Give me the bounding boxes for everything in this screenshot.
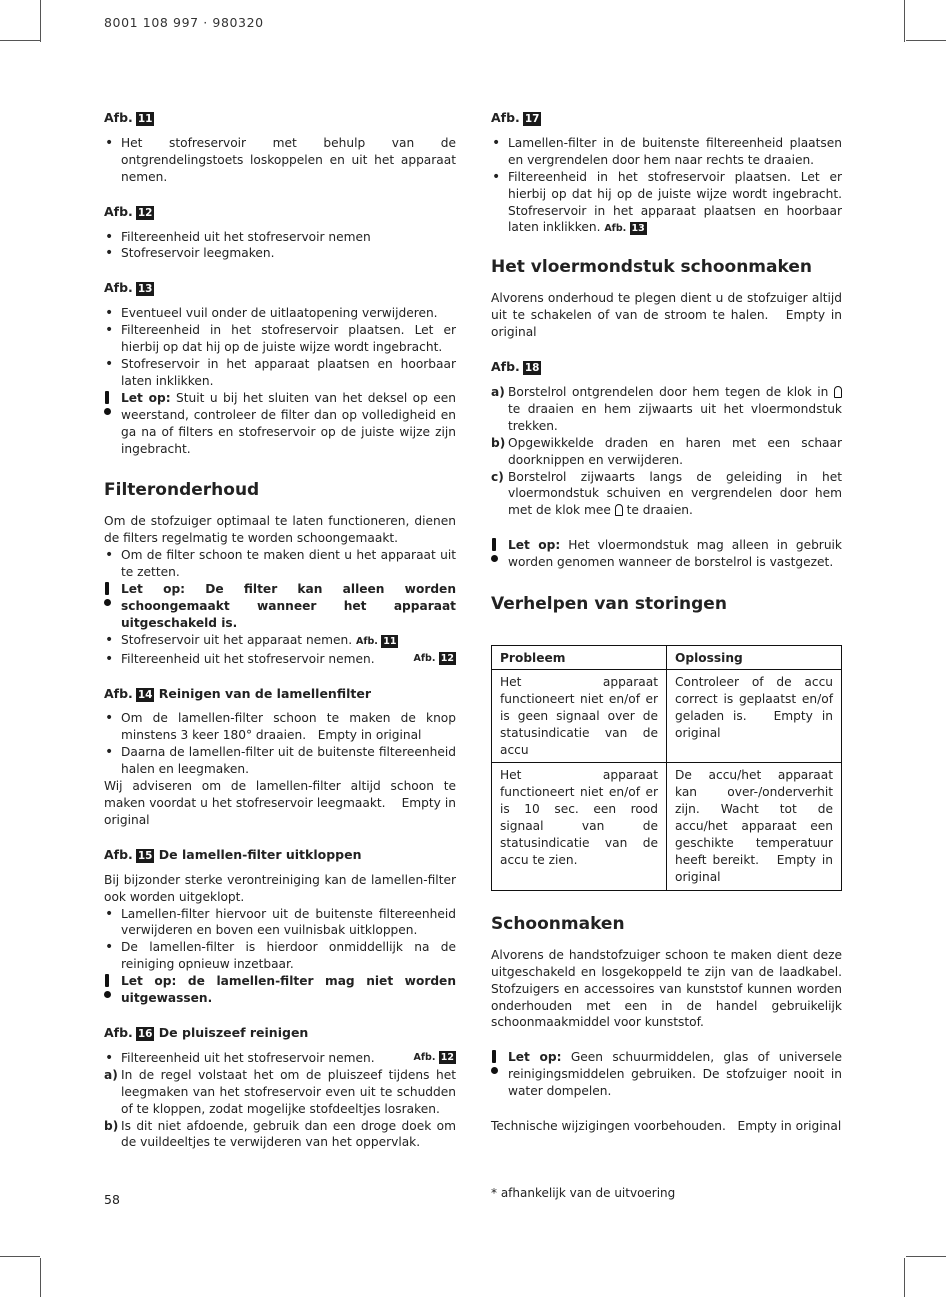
table-cell: Controleer of de accu correct is geplaatst en/of geladen is. Empty in original [667, 669, 842, 763]
crop-mark [906, 1256, 946, 1257]
list-item: • Filtereenheid uit het stofreservoir nemen. Afb. 12 [104, 651, 456, 668]
table-cell: De accu/het apparaat kan over-/onderverhit zijn. Wacht tot de accu/het apparaat een geschikte temperatuur heeft bereikt. Empty in original [667, 763, 842, 890]
list-item: • Lamellen-filter hiervoor uit de buitenste filtereenheid verwijderen en boven een vuilnisbak uitkloppen. [104, 906, 456, 940]
warning-icon [104, 974, 112, 998]
figure-ref-11: Afb. 11 [104, 110, 153, 125]
section-title-vloermondstuk: Het vloermondstuk schoonmaken [491, 257, 812, 278]
warning-note: Let op: Stuit u bij het sluiten van het deksel op een weerstand, controleer de filter dan op volledigheid en ga na of filters en stofreservoir op de juiste wijze zijn ingebracht. [104, 390, 456, 458]
list-item: • Filtereenheid uit het stofreservoir nemen. Afb. 12 [104, 1050, 456, 1067]
paragraph: Technische wijzigingen voorbehouden. Empty in original [491, 1119, 842, 1134]
list-item: • De lamellen-filter is hierdoor onmiddellijk na de reiniging opnieuw inzetbaar. [104, 939, 456, 973]
figure-ref-14: Afb. 14 Reinigen van de lamellenfilter [104, 685, 371, 701]
lock-open-icon [834, 386, 842, 398]
list-item: • Stofreservoir leegmaken. [104, 245, 456, 262]
warning-note: Let op: De filter kan alleen worden schoongemaakt wanneer het apparaat uitgeschakeld is. [104, 581, 456, 632]
figure-ref-13: Afb. 13 [104, 280, 153, 296]
right-column [491, 110, 842, 1135]
warning-icon [491, 1050, 499, 1074]
list-item: • Om de lamellen-filter schoon te maken de knop minstens 3 keer 180° draaien. Empty in original [104, 710, 456, 744]
paragraph: Alvorens de handstofzuiger schoon te maken dient deze uitgeschakeld en losgekoppeld te zijn van de laadkabel. Stofzuigers en accessoires van kunststof kunnen worden onderhouden met een in de handel gebruikelijk schoonmaakmiddel voor kunststof. [491, 947, 842, 1030]
crop-mark [906, 40, 946, 41]
list-item: • Filtereenheid in het stofreservoir plaatsen. Let er hierbij op dat hij op de juiste wijze wordt ingebracht. Stofreservoir in het apparaat plaatsen en hoorbaar laten inklikken. Afb. 13 [491, 169, 842, 239]
left-column [104, 110, 456, 1151]
table-cell: Het apparaat functioneert niet en/of er is 10 sec. een rood signaal van de statusindicatie van de accu te zien. [492, 763, 667, 890]
lettered-item: b) Opgewikkelde draden en haren met een schaar doorknippen en verwijderen. [491, 435, 842, 467]
list-item: • Stofreservoir in het apparaat plaatsen en hoorbaar laten inklikken. [104, 356, 456, 390]
list-item: • Het stofreservoir met behulp van de ontgrendelingstoets loskoppelen en uit het apparaat nemen. [104, 135, 456, 186]
footnote: * afhankelijk van de uitvoering [491, 1186, 676, 1200]
list-item: • Lamellen-filter in de buitenste filtereenheid plaatsen en vergrendelen door hem naar rechts te draaien. [491, 135, 842, 169]
lettered-item: a) In de regel volstaat het om de pluiszeef tijdens het leegmaken van het stofreservoir even uit te schudden of te kloppen, zodat mogelijke stofdeeltjes losraken. [104, 1067, 456, 1116]
warning-icon [491, 538, 499, 562]
list-item: • Om de filter schoon te maken dient u het apparaat uit te zetten. [104, 547, 456, 581]
lock-closed-icon [615, 504, 623, 516]
list-item: • Filtereenheid in het stofreservoir plaatsen. Let er hierbij op dat hij op de juiste wijze wordt ingebracht. [104, 322, 456, 356]
list-item: • Filtereenheid uit het stofreservoir nemen [104, 229, 456, 246]
page-number: 58 [104, 1192, 120, 1207]
figure-ref-15: Afb. 15 De lamellen-filter uitkloppen [104, 846, 362, 862]
crop-mark [0, 40, 40, 41]
warning-note: Let op: Geen schuurmiddelen, glas of universele reinigingsmiddelen gebruiken. De stofzuiger nooit in water dompelen. [491, 1049, 842, 1100]
table-row [492, 763, 842, 890]
warning-note: Let op: Het vloermondstuk mag alleen in gebruik worden genomen wanneer de borstelrol is vastgezet. [491, 537, 842, 571]
figure-ref-16: Afb. 16 De pluiszeef reinigen [104, 1024, 309, 1040]
table-cell: Het apparaat functioneert niet en/of er is geen signaal over de statusindicatie van de accu [492, 669, 667, 763]
section-title-filteronderhoud: Filteronderhoud [104, 480, 260, 501]
list-item: • Daarna de lamellen-filter uit de buitenste filtereenheid halen en leegmaken. [104, 744, 456, 778]
table-header-oplossing: Oplossing [667, 646, 842, 670]
list-item: • Stofreservoir uit het apparaat nemen. Afb. 11 [104, 632, 456, 651]
crop-mark [0, 1256, 40, 1257]
document-number: 8001 108 997 · 980320 [104, 15, 264, 30]
paragraph: Wij adviseren om de lamellen-filter altijd schoon te maken voordat u het stofreservoir leegmaakt. Empty in original [104, 779, 456, 827]
list-item: • Eventueel vuil onder de uitlaatopening verwijderen. [104, 305, 456, 322]
paragraph: Om de stofzuiger optimaal te laten functioneren, dienen de filters regelmatig te worden schoongemaakt. [104, 514, 456, 546]
lettered-item: b) Is dit niet afdoende, gebruik dan een droge doek om de vuildeeltjes te verwijderen van het oppervlak. [104, 1118, 456, 1150]
paragraph: Alvorens onderhoud te plegen dient u de stofzuiger altijd uit te schakelen of van de stroom te halen. Empty in original [491, 291, 842, 340]
table-row [492, 669, 842, 763]
crop-mark [40, 0, 41, 42]
crop-mark [40, 1258, 41, 1297]
crop-mark [904, 1258, 905, 1297]
figure-ref-17: Afb. 17 [491, 110, 540, 125]
warning-icon [104, 391, 112, 415]
paragraph: Bij bijzonder sterke verontreiniging kan de lamellen-filter ook worden uitgeklopt. [104, 872, 456, 904]
table-header-probleem: Probleem [492, 646, 667, 670]
section-title-schoonmaken: Schoonmaken [491, 913, 625, 934]
figure-ref-18: Afb. 18 [491, 359, 540, 375]
lettered-item: a) Borstelrol ontgrendelen door hem tegen de klok in te draaien en hem zijwaarts uit het vloermondstuk trekken. [491, 384, 842, 433]
troubleshooting-table [491, 645, 842, 891]
lettered-item: c) Borstelrol zijwaarts langs de geleiding in het vloermondstuk schuiven en vergrendelen door hem met de klok mee te draaien. [491, 469, 842, 518]
warning-note: Let op: de lamellen-filter mag niet worden uitgewassen. [104, 973, 456, 1007]
warning-icon [104, 582, 112, 606]
figure-ref-12: Afb. 12 [104, 203, 153, 219]
crop-mark [904, 0, 905, 42]
section-title-storingen: Verhelpen van storingen [491, 594, 727, 615]
